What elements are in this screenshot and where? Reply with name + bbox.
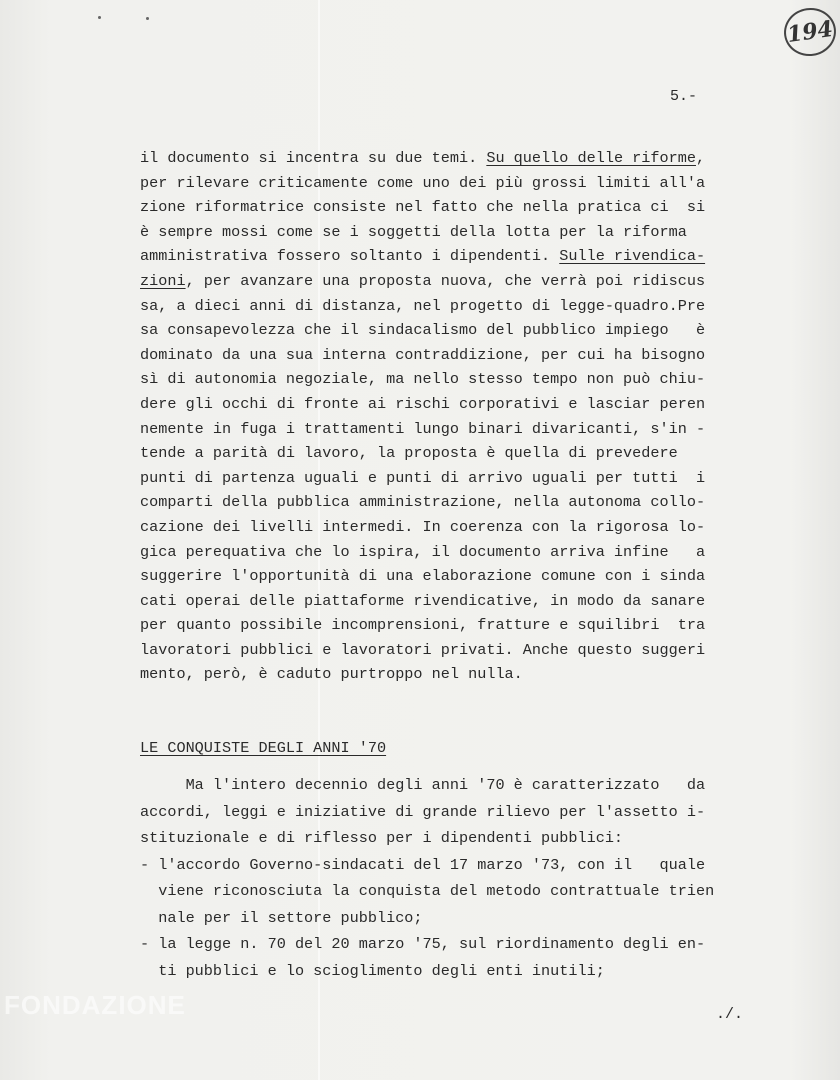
text-line <box>140 466 760 491</box>
text-line <box>140 244 760 269</box>
text-line <box>140 799 760 826</box>
text-segment: gica perequativa che lo ispira, il documento arriva infine a <box>140 542 706 561</box>
text-line <box>140 515 760 540</box>
margin-dot <box>98 16 101 19</box>
underlined-text: Sulle rivendica- <box>559 247 706 266</box>
underlined-text: zioni <box>140 271 186 290</box>
continuation-mark: ./. <box>716 1006 744 1023</box>
paragraph-2 <box>140 772 760 984</box>
text-segment: tende a parità di lavoro, la proposta è quella di prevedere <box>140 444 678 463</box>
paragraph-1 <box>140 146 760 687</box>
text-line <box>140 878 760 905</box>
text-segment: per quanto possibile incomprensioni, fratture e squilibri tra <box>140 616 706 635</box>
text-segment: , per avanzare una proposta nuova, che verrà poi ridiscus <box>185 271 706 290</box>
text-segment: , <box>695 149 706 167</box>
text-line <box>140 220 760 245</box>
text-segment: - l'accordo Governo-sindacati del 17 marzo '73, con il quale <box>140 855 706 874</box>
text-line <box>140 638 760 663</box>
text-segment: stituzionale e di riflesso per i dipendenti pubblici: <box>140 829 624 847</box>
text-segment: nale per il settore pubblico; <box>140 908 423 927</box>
text-line <box>140 367 760 392</box>
text-segment: il documento si incentra su due temi. <box>140 149 487 167</box>
text-segment: lavoratori pubblici e lavoratori privati. Anche questo suggeri <box>140 640 706 659</box>
text-segment: è sempre mossi come se i soggetti della lotta per la riforma <box>140 222 687 241</box>
text-segment: amministrativa fossero soltanto i dipendenti. <box>140 247 560 266</box>
text-line <box>140 269 760 294</box>
text-line <box>140 931 760 958</box>
text-line <box>140 958 760 985</box>
text-segment: sa, a dieci anni di distanza, nel progetto di legge-quadro.Pre <box>140 296 706 315</box>
text-line <box>140 490 760 515</box>
text-line <box>140 146 760 171</box>
text-segment: dere gli occhi di fronte ai rischi corporativi e lasciar peren <box>140 394 706 413</box>
text-segment: cati operai delle piattaforme rivendicative, in modo da sanare <box>140 591 706 610</box>
text-line <box>140 613 760 638</box>
text-line <box>140 417 760 442</box>
text-segment: ti pubblici e lo scioglimento degli enti inutili; <box>140 961 605 980</box>
text-line <box>140 318 760 343</box>
text-segment: - la legge n. 70 del 20 marzo '75, sul riordinamento degli en- <box>140 935 706 953</box>
page-number: 5.- <box>670 88 698 105</box>
text-line <box>140 441 760 466</box>
text-line <box>140 564 760 589</box>
text-segment: suggerire l'opportunità di una elaborazione comune con i sinda <box>140 567 706 586</box>
text-segment: dominato da una sua interna contraddizione, per cui ha bisogno <box>140 345 706 364</box>
page-stamp: 194 <box>781 5 839 60</box>
text-segment: cazione dei livelli intermedi. In coerenza con la rigorosa lo- <box>140 517 706 536</box>
archive-watermark: FONDAZIONE <box>4 990 186 1020</box>
text-segment: viene riconosciuta la conquista del metodo contrattuale trien <box>140 882 715 900</box>
text-line <box>140 905 760 932</box>
text-line <box>140 392 760 417</box>
text-segment: per rilevare criticamente come uno dei più grossi limiti all'a <box>140 173 706 192</box>
text-segment: accordi, leggi e iniziative di grande rilievo per l'assetto i- <box>140 802 706 821</box>
text-segment: zione riformatrice consiste nel fatto che nella pratica ci si <box>140 198 706 217</box>
margin-dot <box>146 17 149 20</box>
text-line <box>140 171 760 196</box>
section-heading: LE CONQUISTE DEGLI ANNI '70 <box>140 739 387 757</box>
text-segment: comparti della pubblica amministrazione, nella autonoma collo- <box>140 493 706 512</box>
text-line <box>140 825 760 852</box>
text-segment: sì di autonomia negoziale, ma nello stesso tempo non può chiu- <box>140 370 706 389</box>
text-line <box>140 195 760 220</box>
text-line <box>140 772 760 799</box>
text-segment: nemente in fuga i trattamenti lungo binari divaricanti, s'in - <box>140 419 706 438</box>
text-line <box>140 589 760 614</box>
text-segment: sa consapevolezza che il sindacalismo del pubblico impiego è <box>140 321 706 340</box>
text-line <box>140 662 760 687</box>
text-line <box>140 852 760 879</box>
text-segment: punti di partenza uguali e punti di arrivo uguali per tutti i <box>140 468 706 487</box>
text-line <box>140 294 760 319</box>
text-line <box>140 343 760 368</box>
text-line <box>140 540 760 565</box>
text-segment: mento, però, è caduto purtroppo nel nulla. <box>140 665 523 684</box>
text-segment: Ma l'intero decennio degli anni '70 è caratterizzato da <box>140 776 706 794</box>
underlined-text: Su quello delle riforme <box>486 149 696 167</box>
